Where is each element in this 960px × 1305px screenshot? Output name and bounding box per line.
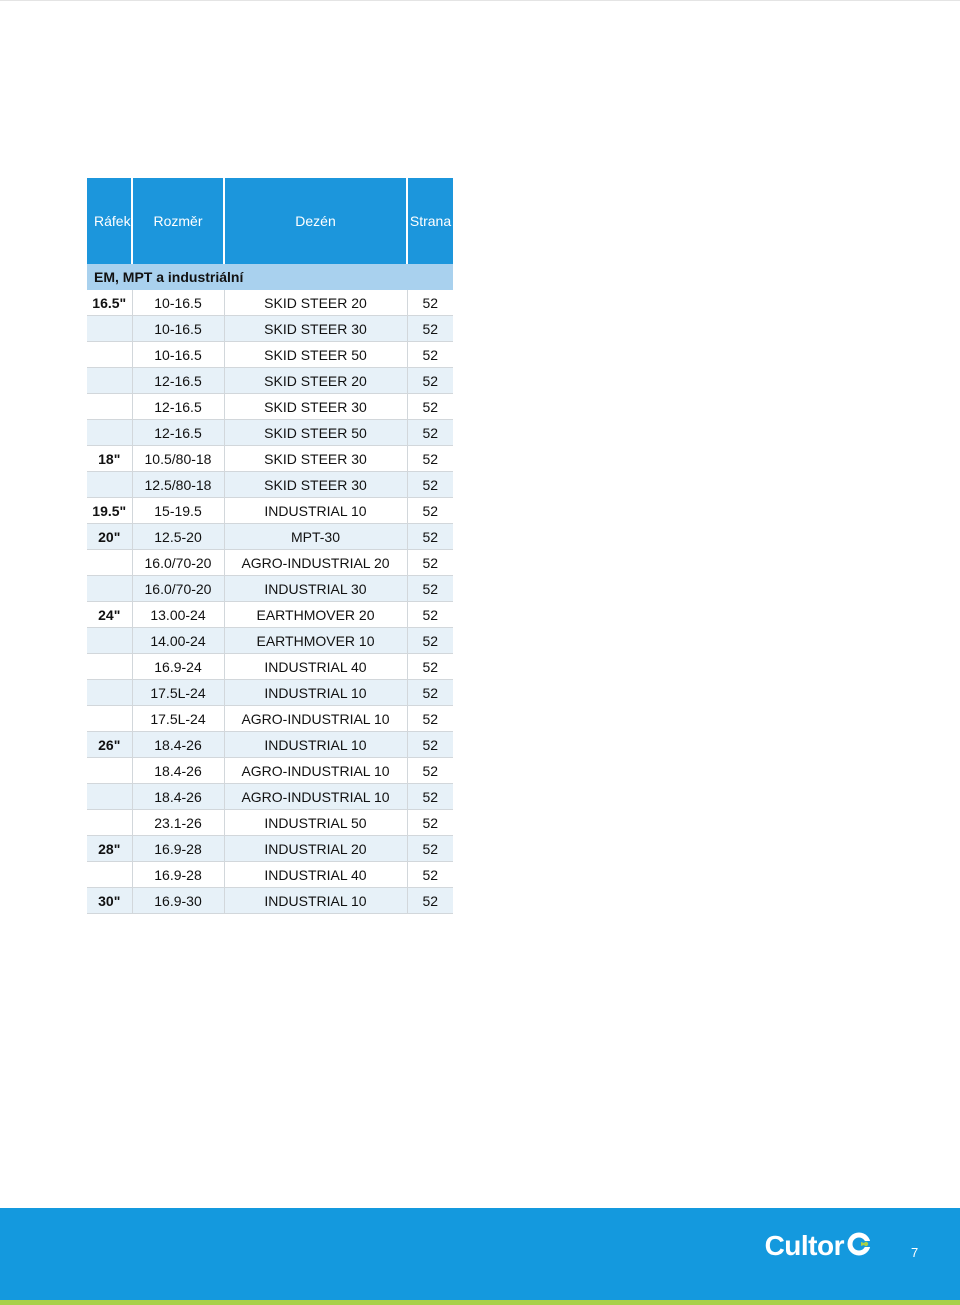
table-row	[87, 862, 453, 888]
rim-cell	[87, 680, 132, 706]
table-row	[87, 628, 453, 654]
pattern-cell: SKID STEER 30	[224, 394, 407, 420]
section-row	[87, 264, 453, 290]
table-row	[87, 368, 453, 394]
table-row	[87, 290, 453, 316]
size-cell: 18.4-26	[132, 784, 224, 810]
page-cell: 52	[407, 524, 453, 550]
footer-bar	[0, 1208, 960, 1300]
size-cell: 12-16.5	[132, 368, 224, 394]
page-cell: 52	[407, 810, 453, 836]
page-cell: 52	[407, 550, 453, 576]
rim-cell	[87, 810, 132, 836]
size-cell: 17.5L-24	[132, 680, 224, 706]
page-cell: 52	[407, 862, 453, 888]
table-row	[87, 836, 453, 862]
table-row	[87, 550, 453, 576]
size-cell: 16.9-28	[132, 836, 224, 862]
pattern-cell: SKID STEER 50	[224, 342, 407, 368]
size-cell: 14.00-24	[132, 628, 224, 654]
pattern-cell: SKID STEER 20	[224, 290, 407, 316]
size-cell: 12-16.5	[132, 394, 224, 420]
page-cell: 52	[407, 394, 453, 420]
size-cell: 16.0/70-20	[132, 550, 224, 576]
page-number: 7	[911, 1245, 919, 1260]
pattern-cell: AGRO-INDUSTRIAL 10	[224, 784, 407, 810]
rim-cell: 28"	[87, 836, 132, 862]
size-cell: 10-16.5	[132, 342, 224, 368]
rim-cell	[87, 628, 132, 654]
page-cell: 52	[407, 446, 453, 472]
page-cell: 52	[407, 342, 453, 368]
rim-cell	[87, 862, 132, 888]
rim-cell	[87, 550, 132, 576]
pattern-cell: INDUSTRIAL 10	[224, 498, 407, 524]
table-row	[87, 654, 453, 680]
pattern-cell: SKID STEER 30	[224, 446, 407, 472]
page-cell: 52	[407, 784, 453, 810]
size-cell: 12.5/80-18	[132, 472, 224, 498]
size-cell: 16.9-30	[132, 888, 224, 914]
size-cell: 10-16.5	[132, 316, 224, 342]
tire-size-table	[87, 178, 453, 914]
size-cell: 17.5L-24	[132, 706, 224, 732]
pattern-cell: INDUSTRIAL 20	[224, 836, 407, 862]
rim-cell	[87, 420, 132, 446]
pattern-cell: INDUSTRIAL 10	[224, 680, 407, 706]
pattern-cell: INDUSTRIAL 30	[224, 576, 407, 602]
rim-cell: 16.5"	[87, 290, 132, 316]
header-size: Rozměr	[132, 178, 224, 264]
page-cell: 52	[407, 836, 453, 862]
page-cell: 52	[407, 654, 453, 680]
page-cell: 52	[407, 290, 453, 316]
table-row	[87, 472, 453, 498]
cultor-c-mark-icon	[846, 1231, 872, 1262]
pattern-cell: INDUSTRIAL 10	[224, 732, 407, 758]
size-cell: 16.9-24	[132, 654, 224, 680]
rim-cell	[87, 576, 132, 602]
pattern-cell: INDUSTRIAL 10	[224, 888, 407, 914]
table-row	[87, 342, 453, 368]
pattern-cell: INDUSTRIAL 40	[224, 654, 407, 680]
table-row	[87, 758, 453, 784]
top-rule	[0, 0, 960, 1]
table-row	[87, 680, 453, 706]
page-cell: 52	[407, 706, 453, 732]
size-cell: 18.4-26	[132, 758, 224, 784]
table-row	[87, 394, 453, 420]
page-cell: 52	[407, 628, 453, 654]
table-row	[87, 498, 453, 524]
size-cell: 15-19.5	[132, 498, 224, 524]
pattern-cell: AGRO-INDUSTRIAL 20	[224, 550, 407, 576]
size-cell: 10.5/80-18	[132, 446, 224, 472]
section-title: EM, MPT a industriální	[87, 264, 453, 290]
rim-cell	[87, 368, 132, 394]
table-row	[87, 706, 453, 732]
page-cell: 52	[407, 732, 453, 758]
table-row	[87, 732, 453, 758]
page-cell: 52	[407, 498, 453, 524]
header-rim: Ráfek	[87, 178, 132, 264]
page-cell: 52	[407, 680, 453, 706]
page-cell: 52	[407, 368, 453, 394]
rim-cell: 30"	[87, 888, 132, 914]
footer-green-strip	[0, 1300, 960, 1305]
rim-cell: 18"	[87, 446, 132, 472]
header-page: Strana	[407, 178, 453, 264]
pattern-cell: SKID STEER 20	[224, 368, 407, 394]
size-cell: 16.0/70-20	[132, 576, 224, 602]
rim-cell	[87, 758, 132, 784]
pattern-cell: EARTHMOVER 20	[224, 602, 407, 628]
size-cell: 23.1-26	[132, 810, 224, 836]
rim-cell	[87, 394, 132, 420]
pattern-cell: AGRO-INDUSTRIAL 10	[224, 706, 407, 732]
rim-cell	[87, 342, 132, 368]
page-cell: 52	[407, 420, 453, 446]
size-cell: 10-16.5	[132, 290, 224, 316]
pattern-cell: INDUSTRIAL 40	[224, 862, 407, 888]
table-row	[87, 316, 453, 342]
pattern-cell: MPT-30	[224, 524, 407, 550]
table-row	[87, 420, 453, 446]
rim-cell: 20"	[87, 524, 132, 550]
pattern-cell: EARTHMOVER 10	[224, 628, 407, 654]
table-row	[87, 784, 453, 810]
pattern-cell: INDUSTRIAL 50	[224, 810, 407, 836]
page-cell: 52	[407, 888, 453, 914]
table-row	[87, 524, 453, 550]
cultor-logo	[765, 1230, 872, 1262]
page-cell: 52	[407, 602, 453, 628]
rim-cell: 26"	[87, 732, 132, 758]
table-row	[87, 576, 453, 602]
size-cell: 12-16.5	[132, 420, 224, 446]
rim-cell	[87, 706, 132, 732]
size-cell: 12.5-20	[132, 524, 224, 550]
pattern-cell: SKID STEER 30	[224, 472, 407, 498]
size-cell: 16.9-28	[132, 862, 224, 888]
page-cell: 52	[407, 472, 453, 498]
page-cell: 52	[407, 576, 453, 602]
table-row	[87, 446, 453, 472]
table-row	[87, 810, 453, 836]
rim-cell: 24"	[87, 602, 132, 628]
logo-text: Cultor	[764, 1230, 844, 1261]
rim-cell: 19.5"	[87, 498, 132, 524]
page-cell: 52	[407, 758, 453, 784]
pattern-cell: SKID STEER 30	[224, 316, 407, 342]
pattern-cell: SKID STEER 50	[224, 420, 407, 446]
pattern-cell: AGRO-INDUSTRIAL 10	[224, 758, 407, 784]
rim-cell	[87, 784, 132, 810]
table-header-row	[87, 178, 453, 264]
table-row	[87, 888, 453, 914]
size-cell: 18.4-26	[132, 732, 224, 758]
header-pattern: Dezén	[224, 178, 407, 264]
size-cell: 13.00-24	[132, 602, 224, 628]
rim-cell	[87, 316, 132, 342]
rim-cell	[87, 472, 132, 498]
table-row	[87, 602, 453, 628]
rim-cell	[87, 654, 132, 680]
page-cell: 52	[407, 316, 453, 342]
